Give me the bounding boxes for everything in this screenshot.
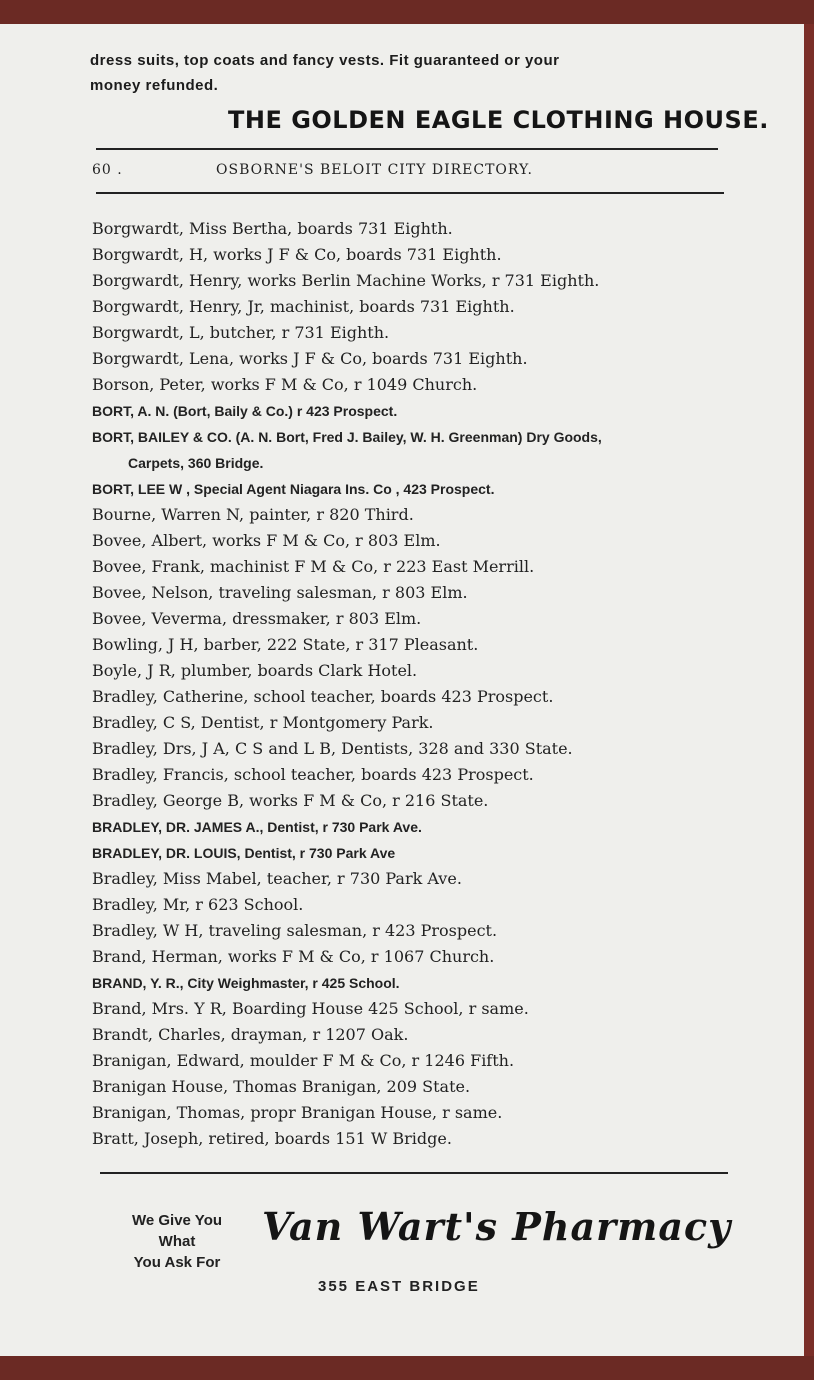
slogan-line: We Give You xyxy=(131,1212,223,1229)
list-item: Borson, Peter, works F M & Co, r 1049 Church. xyxy=(92,375,478,394)
list-item: BORT, A. N. (Bort, Baily & Co.) r 423 Prospect. xyxy=(92,403,398,419)
pharmacy-name: Van Wart's Pharmacy xyxy=(262,1204,732,1249)
list-item: Bovee, Nelson, traveling salesman, r 803 Elm. xyxy=(92,583,468,602)
list-item: Bovee, Albert, works F M & Co, r 803 Elm. xyxy=(92,531,441,550)
clothing-house-headline: THE GOLDEN EAGLE CLOTHING HOUSE. xyxy=(228,106,769,134)
list-item: Bradley, Francis, school teacher, boards 423 Prospect. xyxy=(92,765,534,784)
list-item: Bradley, C S, Dentist, r Montgomery Park. xyxy=(92,713,434,732)
list-item: Borgwardt, H, works J F & Co, boards 731 Eighth. xyxy=(92,245,502,264)
directory-page xyxy=(0,24,814,1356)
footer-ad-rule xyxy=(100,1172,728,1174)
top-advertisement-text xyxy=(90,48,730,98)
pharmacy-address: 355 EAST BRIDGE xyxy=(318,1278,480,1295)
list-item: Bradley, W H, traveling salesman, r 423 Prospect. xyxy=(92,921,498,940)
slogan-line: You Ask For xyxy=(133,1254,221,1271)
list-item: Brandt, Charles, drayman, r 1207 Oak. xyxy=(92,1025,409,1044)
directory-title: OSBORNE'S BELOIT CITY DIRECTORY. xyxy=(216,162,533,178)
list-item: Bovee, Veverma, dressmaker, r 803 Elm. xyxy=(92,609,422,628)
list-item: Bourne, Warren N, painter, r 820 Third. xyxy=(92,505,414,524)
list-item: Bradley, Miss Mabel, teacher, r 730 Park Ave. xyxy=(92,869,462,888)
list-item: Bradley, Drs, J A, C S and L B, Dentists, 328 and 330 State. xyxy=(92,739,573,758)
slogan-line: What xyxy=(158,1233,196,1250)
list-item: Bovee, Frank, machinist F M & Co, r 223 East Merrill. xyxy=(92,557,535,576)
list-item: Bradley, Mr, r 623 School. xyxy=(92,895,304,914)
list-item: Bradley, Catherine, school teacher, boards 423 Prospect. xyxy=(92,687,554,706)
list-item: BORT, BAILEY & CO. (A. N. Bort, Fred J. Bailey, W. H. Greenman) Dry Goods, xyxy=(92,429,602,445)
list-item: Branigan House, Thomas Branigan, 209 State. xyxy=(92,1077,471,1096)
list-item: BRADLEY, DR. JAMES A., Dentist, r 730 Park Ave. xyxy=(92,819,422,835)
list-item: Branigan, Thomas, propr Branigan House, r same. xyxy=(92,1103,503,1122)
list-item: Bradley, George B, works F M & Co, r 216 State. xyxy=(92,791,489,810)
list-item: Brand, Herman, works F M & Co, r 1067 Church. xyxy=(92,947,495,966)
list-item: BRAND, Y. R., City Weighmaster, r 425 School. xyxy=(92,975,400,991)
list-item: Branigan, Edward, moulder F M & Co, r 1246 Fifth. xyxy=(92,1051,515,1070)
pharmacy-slogan xyxy=(112,1210,242,1273)
list-item: Brand, Mrs. Y R, Boarding House 425 School, r same. xyxy=(92,999,529,1018)
ad-line-2: money refunded. xyxy=(90,77,219,94)
list-item: Borgwardt, Lena, works J F & Co, boards 731 Eighth. xyxy=(92,349,528,368)
list-item: Borgwardt, Henry, works Berlin Machine Works, r 731 Eighth. xyxy=(92,271,600,290)
list-item: Bowling, J H, barber, 222 State, r 317 Pleasant. xyxy=(92,635,479,654)
page-number: 60 . xyxy=(92,162,123,178)
list-item: Borgwardt, Miss Bertha, boards 731 Eighth. xyxy=(92,219,453,238)
list-item: Borgwardt, Henry, Jr, machinist, boards 731 Eighth. xyxy=(92,297,515,316)
ad-line-1: dress suits, top coats and fancy vests. Fit guaranteed or your xyxy=(90,52,560,69)
list-item: Boyle, J R, plumber, boards Clark Hotel. xyxy=(92,661,418,680)
header-top-rule xyxy=(96,148,718,150)
directory-entries xyxy=(92,216,752,1152)
list-item: Carpets, 360 Bridge. xyxy=(128,455,264,471)
list-item: BRADLEY, DR. LOUIS, Dentist, r 730 Park Ave xyxy=(92,845,396,861)
list-item: Bratt, Joseph, retired, boards 151 W Bridge. xyxy=(92,1129,452,1148)
list-item: BORT, LEE W , Special Agent Niagara Ins. Co , 423 Prospect. xyxy=(92,481,495,497)
list-item: Borgwardt, L, butcher, r 731 Eighth. xyxy=(92,323,390,342)
header-bottom-rule xyxy=(96,192,724,194)
